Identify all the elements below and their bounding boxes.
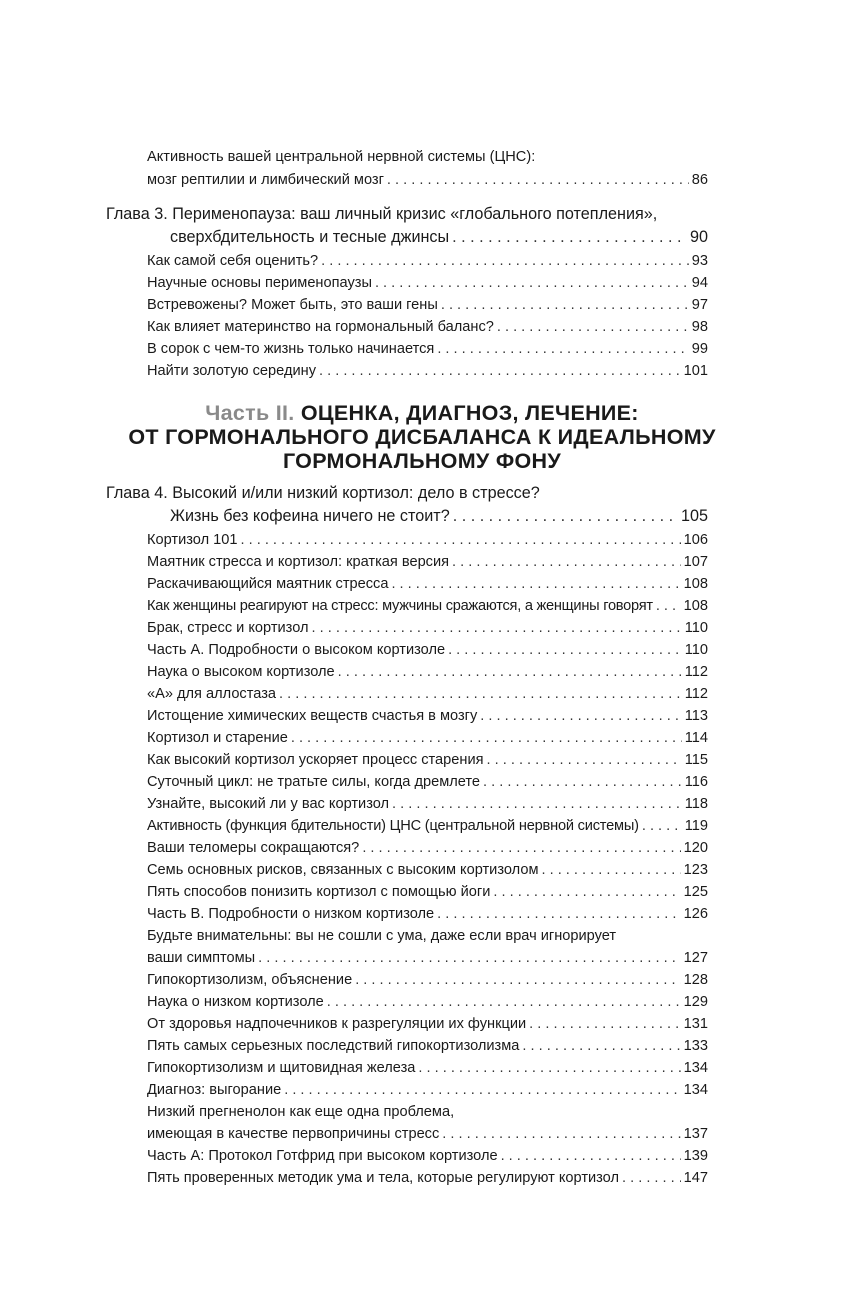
toc-entry-title: Наука о высоком кортизоле — [147, 664, 335, 680]
dot-leader — [355, 970, 680, 990]
toc-entry-title: Маятник стресса и кортизол: краткая версия — [147, 554, 450, 570]
toc-entry[interactable] — [147, 772, 708, 792]
toc-entry-page: 93 — [691, 253, 708, 269]
toc-entry-title: имеющая в качестве первопричины стресс — [147, 1126, 440, 1142]
chapter-heading: Глава 4. Высокий и/или низкий кортизол: дело в стрессе? — [106, 484, 540, 502]
toc-entry-page: 115 — [684, 752, 708, 768]
toc-entry-page: 107 — [683, 554, 708, 570]
toc-entry-page: 114 — [684, 730, 708, 746]
dot-leader — [241, 530, 681, 550]
toc-entry-page: 147 — [683, 1170, 708, 1186]
toc-entry[interactable] — [147, 970, 708, 990]
dot-leader — [418, 1058, 680, 1078]
dot-leader — [392, 794, 682, 814]
toc-entry[interactable] — [147, 728, 708, 748]
toc-entry-page: 94 — [691, 275, 708, 291]
toc-entry-page: 112 — [684, 686, 708, 702]
toc-entry-title: От здоровья надпочечников к разрегуляции их функции — [147, 1016, 527, 1032]
dot-leader — [312, 618, 682, 638]
toc-entry[interactable] — [147, 1146, 708, 1166]
toc-entry-title: Активность (функция бдительности) ЦНС (центральной нервной системы) — [147, 818, 639, 834]
dot-leader — [453, 505, 678, 527]
dot-leader — [258, 948, 680, 968]
toc-entry-page: 108 — [683, 576, 708, 592]
toc-entry-line: Активность вашей центральной нервной системы (ЦНС): — [147, 149, 536, 165]
part-label: Часть II. — [205, 401, 295, 425]
toc-entry-page: 134 — [683, 1082, 708, 1098]
toc-entry-page: 123 — [683, 862, 708, 878]
chapter-page: 90 — [689, 228, 708, 246]
chapter-title: Жизнь без кофеина ничего не стоит? — [170, 507, 450, 525]
toc-entry-page: 97 — [691, 297, 708, 313]
toc-entry-page: 120 — [683, 840, 708, 856]
toc-entry-title: Ваши теломеры сокращаются? — [147, 840, 360, 856]
toc-entry-title: Брак, стресс и кортизол — [147, 620, 309, 636]
dot-leader — [452, 552, 681, 572]
toc-entry[interactable] — [147, 1168, 708, 1188]
toc-entry[interactable] — [147, 640, 708, 660]
dot-leader — [442, 1124, 680, 1144]
part-title-line2: ОТ ГОРМОНАЛЬНОГО ДИСБАЛАНСА К ИДЕАЛЬНОМУ — [128, 425, 716, 449]
toc-entry[interactable] — [147, 992, 708, 1012]
dot-leader — [522, 1036, 680, 1056]
dot-leader — [483, 772, 682, 792]
dot-leader — [391, 574, 680, 594]
toc-entry[interactable] — [147, 596, 708, 616]
toc-entry[interactable] — [147, 750, 708, 770]
toc-entry-page: 131 — [683, 1016, 708, 1032]
toc-entry-title: мозг рептилии и лимбический мозг — [147, 172, 384, 188]
toc-entry-page: 134 — [683, 1060, 708, 1076]
toc-entry-line: Низкий прегненолон как еще одна проблема, — [147, 1104, 455, 1120]
toc-entry[interactable] — [147, 1124, 708, 1144]
toc-entry-title: Истощение химических веществ счастья в мозгу — [147, 708, 478, 724]
chapter-entry[interactable] — [170, 505, 708, 527]
toc-entry[interactable] — [147, 618, 708, 638]
toc-entry-page: 126 — [683, 906, 708, 922]
toc-entry-page: 110 — [684, 642, 708, 658]
part-title-line3: ГОРМОНАЛЬНОМУ ФОНУ — [282, 449, 562, 473]
toc-entry-page: 127 — [683, 950, 708, 966]
toc-entry-title: Семь основных рисков, связанных с высоким кортизолом — [147, 862, 539, 878]
toc-entry[interactable] — [147, 662, 708, 682]
toc-entry[interactable] — [147, 706, 708, 726]
toc-entry-page: 128 — [683, 972, 708, 988]
dot-leader — [501, 1146, 681, 1166]
toc-entry[interactable] — [147, 1036, 708, 1056]
toc-entry-page: 119 — [684, 818, 708, 834]
toc-entry-page: 137 — [683, 1126, 708, 1142]
toc-entry-title: Найти золотую середину — [147, 363, 316, 379]
toc-entry-title: Как влияет материнство на гормональный баланс? — [147, 319, 494, 335]
toc-entry-page: 139 — [683, 1148, 708, 1164]
dot-leader — [375, 273, 689, 293]
toc-entry-title: Пять самых серьезных последствий гипокортизолизма — [147, 1038, 520, 1054]
toc-entry-title: Узнайте, высокий ли у вас кортизол — [147, 796, 390, 812]
part-title-line1: ОЦЕНКА, ДИАГНОЗ, ЛЕЧЕНИЕ: — [300, 401, 639, 425]
toc-entry[interactable] — [147, 948, 708, 968]
toc-entry-page: 98 — [691, 319, 708, 335]
toc-entry-title: Научные основы перименопаузы — [147, 275, 372, 291]
toc-entry-page: 110 — [684, 620, 708, 636]
toc-entry[interactable] — [147, 574, 708, 594]
toc-entry-page: 125 — [683, 884, 708, 900]
dot-leader — [362, 838, 680, 858]
toc-entry[interactable] — [147, 251, 708, 271]
toc-entry-title: Пять способов понизить кортизол с помощью йоги — [147, 884, 491, 900]
toc-entry-title: Диагноз: выгорание — [147, 1082, 282, 1098]
dot-leader — [441, 295, 689, 315]
toc-entry[interactable] — [147, 317, 708, 337]
toc-entry-page: 101 — [683, 363, 708, 379]
chapter-heading: Глава 3. Перименопауза: ваш личный кризис «глобального потепления», — [106, 205, 658, 223]
toc-entry-title: Часть В. Подробности о низком кортизоле — [147, 906, 435, 922]
toc-entry[interactable] — [147, 339, 708, 359]
toc-entry[interactable] — [147, 170, 708, 190]
toc-entry[interactable] — [147, 904, 708, 924]
toc-entry[interactable] — [147, 552, 708, 572]
toc-entry[interactable] — [147, 273, 708, 293]
dot-leader — [487, 750, 682, 770]
toc-entry-page: 116 — [684, 774, 708, 790]
dot-leader — [529, 1014, 680, 1034]
toc-entry-title: Пять проверенных методик ума и тела, которые регулируют кортизол — [147, 1170, 619, 1186]
part-heading — [80, 400, 764, 426]
toc-entry-page: 112 — [684, 664, 708, 680]
toc-entry[interactable] — [147, 882, 708, 902]
chapter-entry[interactable] — [170, 226, 708, 248]
toc-entry[interactable] — [147, 295, 708, 315]
dot-leader — [622, 1168, 681, 1188]
toc-entry[interactable] — [147, 1080, 708, 1100]
toc-entry-title: Как высокий кортизол ускоряет процесс старения — [147, 752, 484, 768]
toc-entry[interactable] — [147, 530, 708, 550]
dot-leader — [493, 882, 680, 902]
dot-leader — [387, 170, 689, 190]
toc-entry-page: 106 — [683, 532, 708, 548]
dot-leader — [321, 251, 689, 271]
chapter-page: 105 — [680, 507, 708, 525]
toc-entry-page: 118 — [684, 796, 708, 812]
dot-leader — [338, 662, 682, 682]
toc-entry-title: Как женщины реагируют на стресс: мужчины сражаются, а женщины говорят — [147, 598, 653, 614]
dot-leader — [448, 640, 682, 660]
toc-entry[interactable] — [147, 1058, 708, 1078]
dot-leader — [452, 226, 687, 248]
toc-entry-page: 108 — [683, 598, 708, 614]
toc-entry-title: Гипокортизолизм и щитовидная железа — [147, 1060, 416, 1076]
dot-leader — [437, 339, 688, 359]
chapter-title: сверхбдительность и тесные джинсы — [170, 228, 450, 246]
toc-entry[interactable] — [147, 860, 708, 880]
dot-leader — [291, 728, 682, 748]
toc-entry[interactable] — [147, 794, 708, 814]
dot-leader — [279, 684, 682, 704]
dot-leader — [327, 992, 681, 1012]
dot-leader — [541, 860, 680, 880]
dot-leader — [480, 706, 681, 726]
toc-entry-title: Часть А. Подробности о высоком кортизоле — [147, 642, 446, 658]
toc-entry-title: В сорок с чем-то жизнь только начинается — [147, 341, 435, 357]
toc-entry-title: Как самой себя оценить? — [147, 253, 319, 269]
dot-leader — [497, 317, 689, 337]
dot-leader — [284, 1080, 680, 1100]
toc-entry-title: ваши симптомы — [147, 950, 256, 966]
toc-entry[interactable] — [147, 816, 708, 836]
dot-leader — [437, 904, 680, 924]
toc-entry[interactable] — [147, 1014, 708, 1034]
toc-entry-page: 99 — [691, 341, 708, 357]
toc-entry-title: «А» для аллостаза — [147, 686, 277, 702]
toc-entry-page: 133 — [683, 1038, 708, 1054]
dot-leader — [642, 816, 682, 836]
toc-entry-page: 113 — [684, 708, 708, 724]
toc-entry-title: Кортизол и старение — [147, 730, 288, 746]
toc-entry-title: Суточный цикл: не тратьте силы, когда дремлете — [147, 774, 481, 790]
dot-leader — [319, 361, 681, 381]
toc-entry[interactable] — [147, 361, 708, 381]
toc-entry-title: Наука о низком кортизоле — [147, 994, 324, 1010]
toc-entry-title: Кортизол 101 — [147, 532, 238, 548]
dot-leader — [656, 596, 681, 616]
toc-entry[interactable] — [147, 684, 708, 704]
toc-entry-title: Часть А: Протокол Готфрид при высоком кортизоле — [147, 1148, 498, 1164]
toc-entry-title: Раскачивающийся маятник стресса — [147, 576, 389, 592]
toc-entry-page: 86 — [691, 172, 708, 188]
toc-entry-title: Гипокортизолизм, объяснение — [147, 972, 353, 988]
toc-entry-title: Встревожены? Может быть, это ваши гены — [147, 297, 438, 313]
toc-entry[interactable] — [147, 838, 708, 858]
toc-entry-page: 129 — [683, 994, 708, 1010]
toc-entry-line: Будьте внимательны: вы не сошли с ума, даже если врач игнорирует — [147, 928, 617, 944]
